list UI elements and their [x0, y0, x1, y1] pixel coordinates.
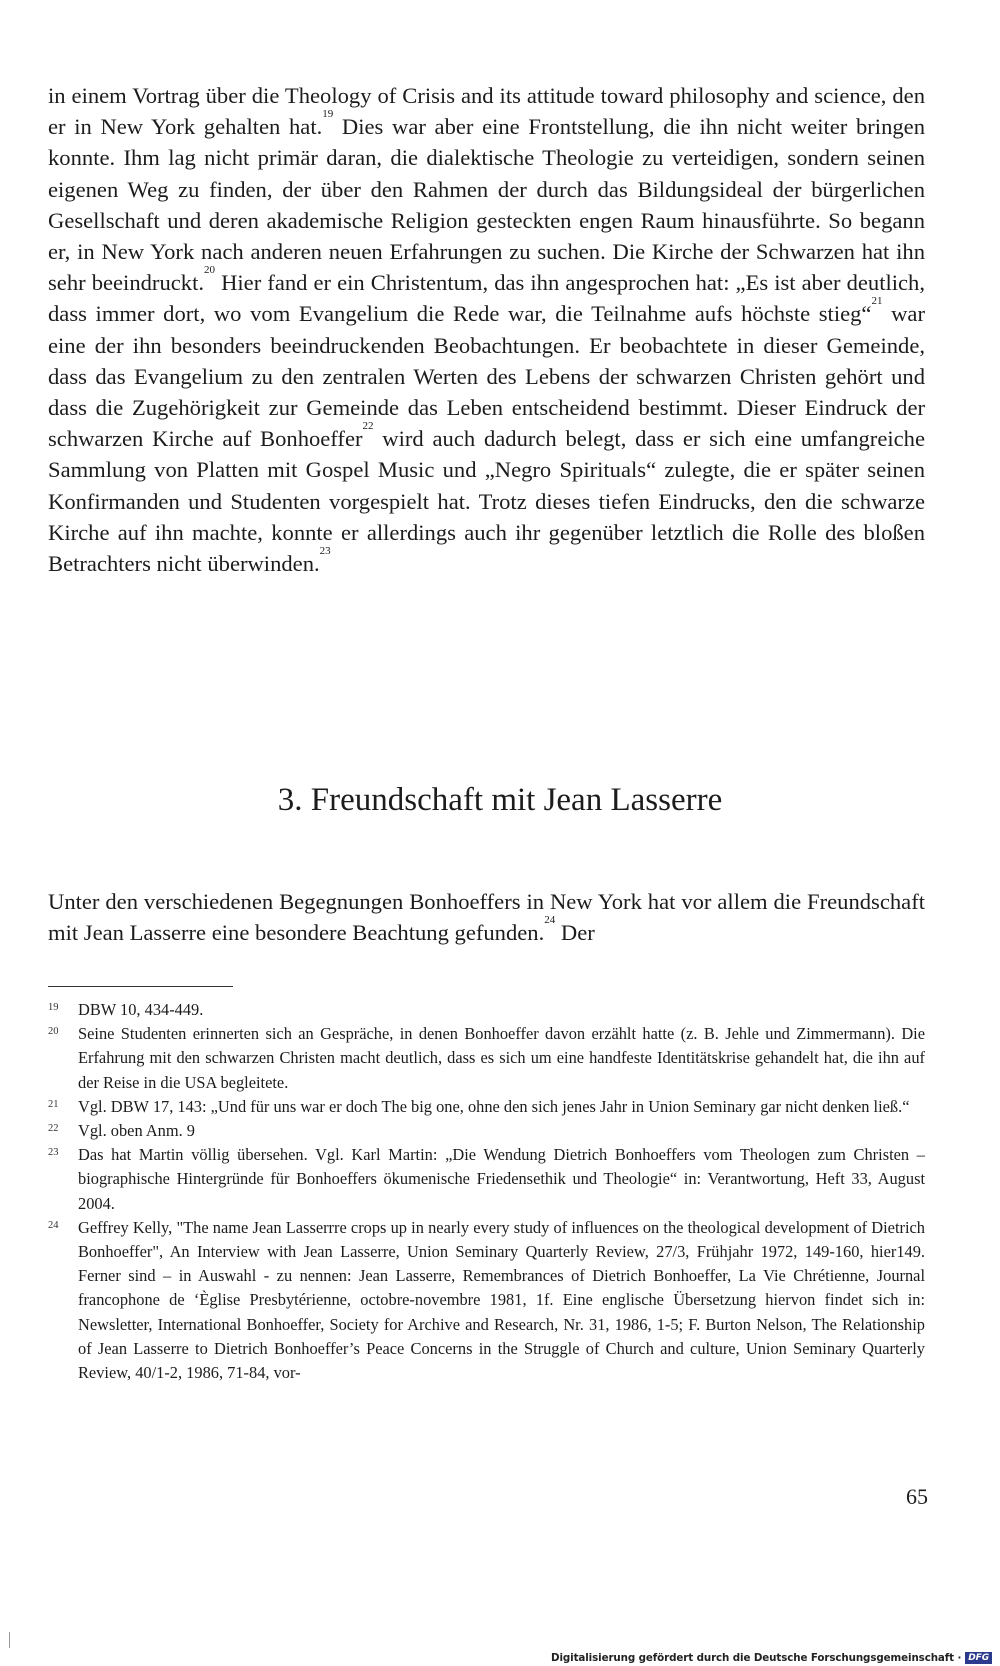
footnote-text: Geffrey Kelly, "The name Jean Lasserrre crops up in nearly every study of influences on the theological development of Dietrich Bonhoeffer", An Interview with Jean Lasserre, Union Seminary Quarterly Review, 27/3, Frühjahr 1972, 149-160, hier149. Ferner sind – in Auswahl - zu nennen: Jean Lasserre, Remembrances of Dietrich Bonhoeffer, La Vie Chrétienne, Journal francophone de ‘Èglise Presbytérienne, octobre-novembre 1981, 1f. Eine englische Übersetzung hiervon findet sich in: Newsletter, International Bonhoeffer, Society for Archive and Research, Nr. 31, 1986, 1-5; F. Burton Nelson, The Relationship of Jean Lasserre to Dietrich Bonhoeffer’s Peace Concerns in the Struggle of Church and culture, Union Seminary Quarterly Review, 40/1-2, 1986, 71-84, vor- — [78, 1217, 925, 1383]
footnote-ref-23[interactable]: 23 — [319, 545, 331, 558]
footnote-ref-24[interactable]: 24 — [544, 914, 556, 927]
footnote-20 — [48, 1022, 925, 1095]
footnote-number: 21 — [48, 1098, 59, 1110]
footnote-text: DBW 10, 434-449. — [78, 1000, 204, 1019]
footnote-number: 24 — [48, 1219, 59, 1231]
paragraph-1 — [48, 80, 925, 579]
footnote-21 — [48, 1095, 925, 1119]
digitization-credit — [551, 1651, 992, 1664]
footnote-number: 22 — [48, 1123, 59, 1135]
margin-mark — [9, 1632, 10, 1648]
dfg-logo-icon: DFG — [965, 1652, 992, 1664]
main-paragraph — [48, 80, 925, 579]
credit-text: Digitalisierung gefördert durch die Deutsche Forschungsgemeinschaft · — [551, 1651, 962, 1664]
text-run: Dies war aber eine Frontstellung, die ihn nicht weiter bringen konnte. Ihm lag nicht primär daran, die dialektische Theologie zu verteidigen, sondern seinen eigenen Weg zu finden, der über den Rahmen der durch das Bildungsideal der bürgerlichen Gesellschaft und deren akademische Religion gesteckten engen Raum hinausführte. So begann er, in New York nach anderen neuen Erfahrungen zu suchen. Die Kirche der Schwarzen hat ihn sehr beeindruckt. — [48, 114, 925, 296]
footnote-24 — [48, 1216, 925, 1385]
footnote-ref-20[interactable]: 20 — [204, 264, 216, 277]
text-run: in einem Vortrag über die Theology of Crisis and its attitude toward philosophy and science, den er in New York gehalten hat. — [48, 83, 925, 140]
footnote-text: Seine Studenten erinnerten sich an Gespräche, in denen Bonhoeffer davon erzählt hatte (z. B. Jehle und Zimmermann). Die Erfahrung mit den schwarzen Christen macht deutlich, dass es sich um eine handfeste Identitätskrise gehandelt hat, die ihn auf der Reise in die USA begleitete. — [78, 1024, 925, 1092]
page-number: 65 — [906, 1484, 928, 1509]
text-run: Hier fand er ein Christentum, das ihn angesprochen hat: „Es ist aber deutlich, dass immer dort, wo vom Evangelium die Rede war, die Teilnahme aufs höchste stieg“ — [48, 270, 926, 327]
footnote-23 — [48, 1143, 925, 1216]
section-heading: 3. Freundschaft mit Jean Lasserre — [277, 782, 723, 818]
footnote-22 — [48, 1119, 925, 1143]
footnote-list — [48, 998, 925, 1385]
paragraph-2 — [48, 886, 925, 948]
footnote-text: Das hat Martin völlig übersehen. Vgl. Karl Martin: „Die Wendung Dietrich Bonhoeffers vom Theologen zum Christen – biographische Hintergründe für Bonhoeffers ökumenische Friedensethik und Theologie“ in: Verantwortung, Heft 33, August 2004. — [78, 1145, 925, 1213]
footnote-ref-22[interactable]: 22 — [362, 420, 374, 433]
footnote-divider — [48, 986, 233, 987]
footnote-text: Vgl. oben Anm. 9 — [78, 1121, 196, 1141]
footnote-number: 20 — [48, 1026, 59, 1038]
footnote-19 — [48, 998, 925, 1022]
footnote-number: 23 — [48, 1147, 59, 1159]
text-run: war eine der ihn besonders beeindruckenden Beobachtungen. Er beobachtete in dieser Gemeinde, dass das Evangelium zu den zentralen Werten des Lebens der schwarzen Christen gehört und dass die Zugehörigkeit zur Gemeinde das Leben entscheidend bestimmt. Dieser Eindruck der schwarzen Kirche auf Bonhoeffer — [48, 301, 925, 452]
footnote-text: Vgl. DBW 17, 143: „Und für uns war er doch The big one, ohne den sich jenes Jahr in Union Seminary gar nicht denken ließ.“ — [78, 1096, 910, 1116]
footnote-ref-21[interactable]: 21 — [871, 295, 883, 308]
text-run: Unter den verschiedenen Begegnungen Bonhoeffers in New York hat vor allem die Freundschaft mit Jean Lasserre eine besondere Beachtung gefunden. — [48, 889, 925, 946]
text-run: wird auch dadurch belegt, dass er sich eine umfangreiche Sammlung von Platten mit Gospel Music und „Negro Spirituals“ zulegte, die er später seinen Konfirmanden und Studenten vorgespielt hat. Trotz dieses tiefen Eindrucks, den die schwarze Kirche auf ihn machte, konnte er allerdings auch ihr gegenüber letztlich die Rolle des bloßen Betrachters nicht überwinden. — [48, 426, 925, 577]
footnote-number: 19 — [48, 1002, 59, 1013]
text-run: Der — [555, 920, 595, 946]
footnote-ref-19[interactable]: 19 — [322, 108, 334, 121]
